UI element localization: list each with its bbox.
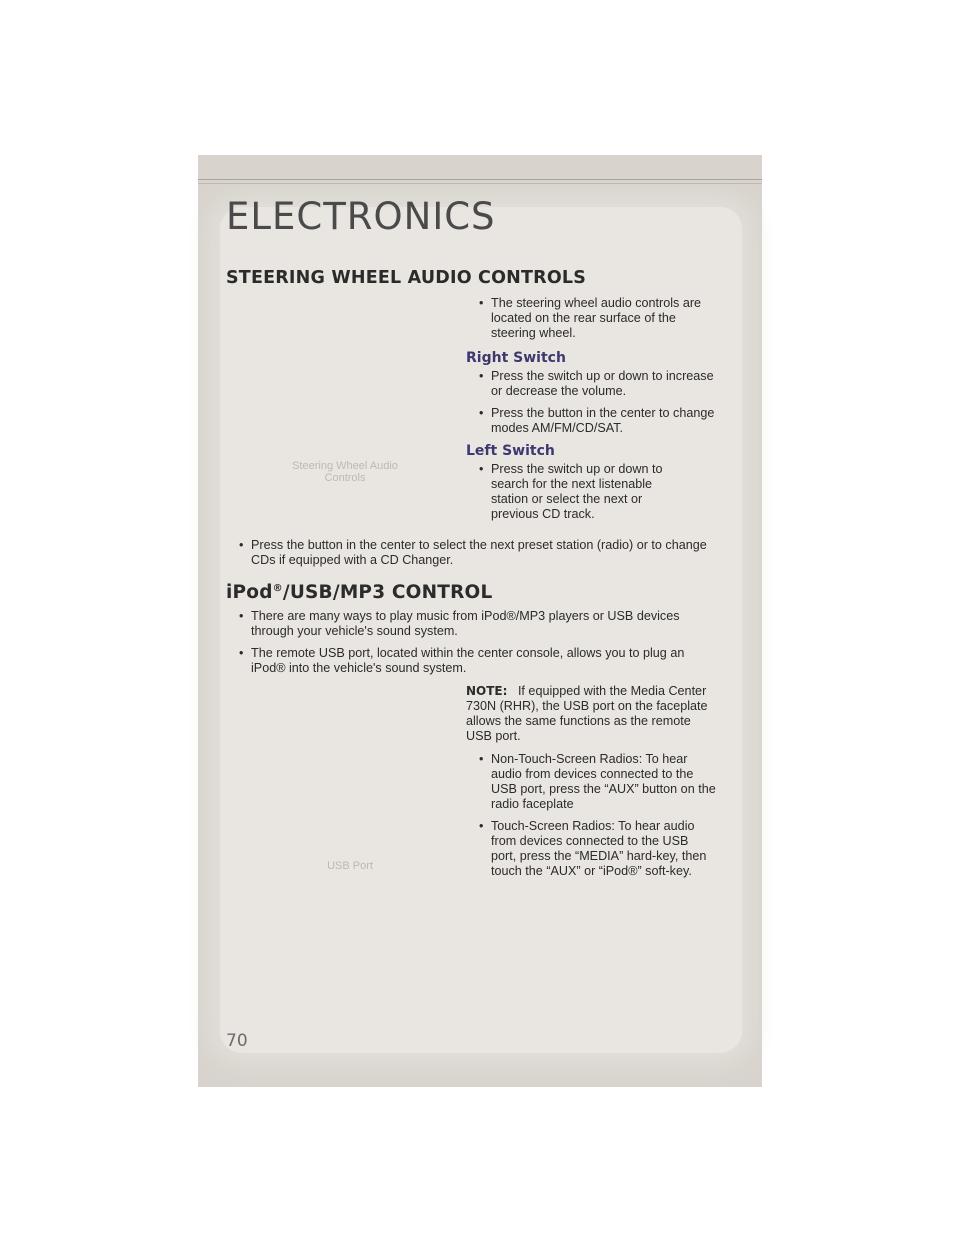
list-item: • Press the button in the center to change modes AM/FM/CD/SAT. <box>466 406 716 436</box>
ipod-bullet-list <box>226 609 716 683</box>
left-switch-list-continued <box>226 538 716 575</box>
list-item: • Touch-Screen Radios: To hear audio from devices connected to the USB port, press the “MEDIA” hard-key, then touch the “AUX” or “iPod®” soft-key. <box>466 819 716 879</box>
left-switch-heading: Left Switch <box>466 443 555 459</box>
list-item: • The remote USB port, located within the center console, allows you to plug an iPod® into the vehicle's sound system. <box>226 646 716 676</box>
note-label: NOTE: <box>466 684 508 698</box>
usb-note <box>466 684 716 744</box>
header-rule <box>198 179 762 180</box>
list-item: • There are many ways to play music from iPod®/MP3 players or USB devices through your vehicle's sound system. <box>226 609 716 639</box>
steering-controls-heading: STEERING WHEEL AUDIO CONTROLS <box>226 268 587 288</box>
steering-intro-list <box>466 296 716 348</box>
section-title: ELECTRONICS <box>226 195 496 238</box>
list-item: • Non-Touch-Screen Radios: To hear audio from devices connected to the USB port, press the “AUX” button on the radio faceplate <box>466 752 716 812</box>
list-item: • Press the switch up or down to increase or decrease the volume. <box>466 369 716 399</box>
list-item: • The steering wheel audio controls are located on the rear surface of the steering wheel. <box>466 296 716 341</box>
list-item: • Press the button in the center to select the next preset station (radio) or to change CDs if equipped with a CD Changer. <box>226 538 716 568</box>
usb-note-list <box>466 752 716 886</box>
note-text: If equipped with the Media Center 730N (RHR), the USB port on the faceplate allows the same functions as the remote USB port. <box>466 684 708 743</box>
usb-figure-caption: USB Port <box>327 860 373 872</box>
list-item: • Press the switch up or down to search for the next listenable station or select the next or previous CD track. <box>466 462 691 522</box>
page-number: 70 <box>226 1031 248 1051</box>
right-switch-heading: Right Switch <box>466 350 566 366</box>
steering-figure-caption: Steering Wheel Audio Controls <box>292 460 398 484</box>
header-rule-secondary <box>198 183 762 184</box>
left-switch-list <box>466 462 691 529</box>
right-switch-list <box>466 369 716 443</box>
ipod-usb-heading: iPod®/USB/MP3 CONTROL <box>226 582 493 603</box>
